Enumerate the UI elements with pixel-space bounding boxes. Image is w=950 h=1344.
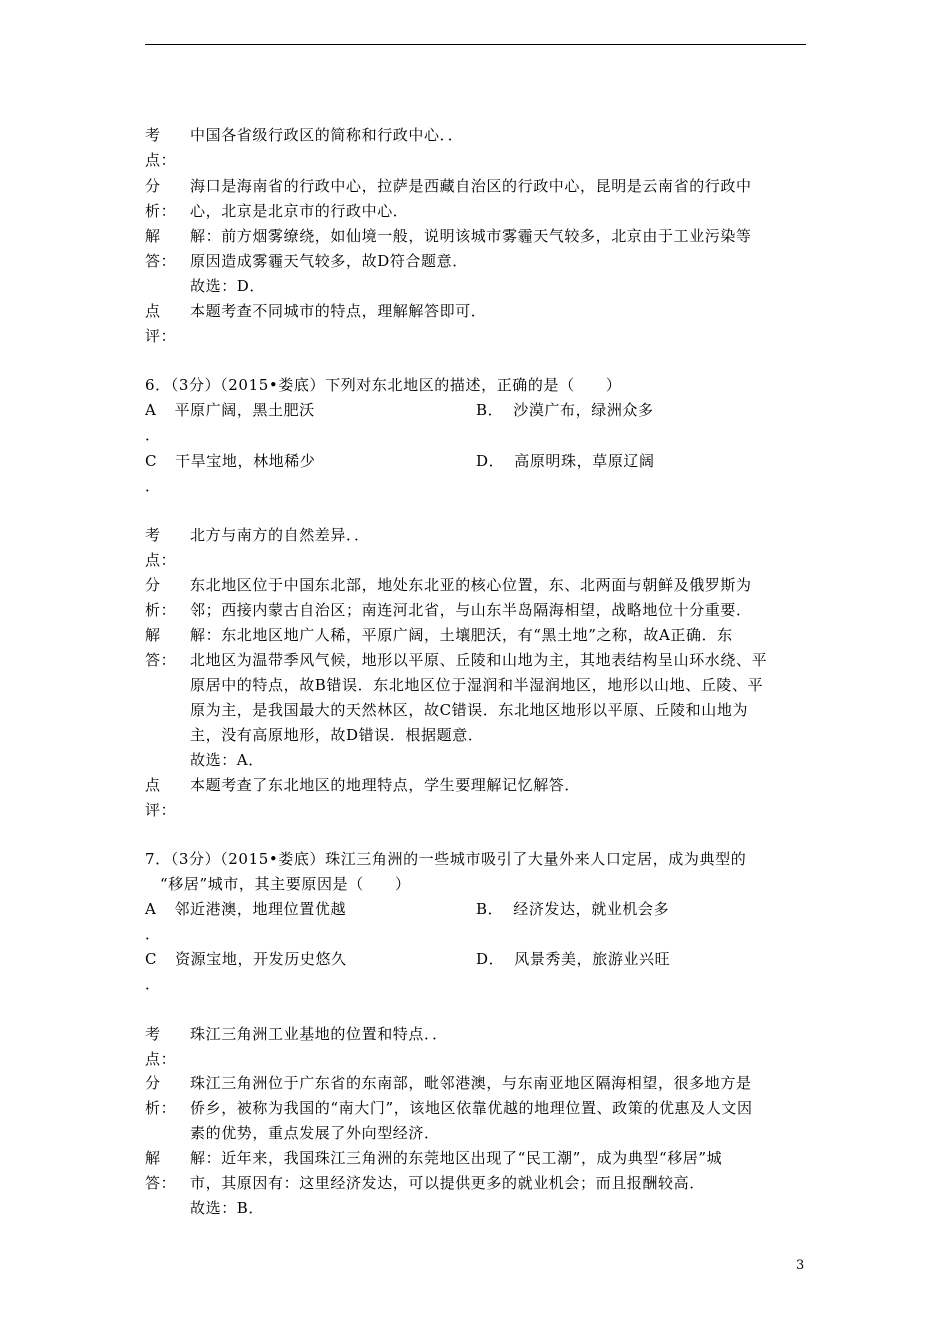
fenxi-text: 心，北京是北京市的行政中心． [190,202,409,220]
fenxi-label-2: 析： [145,202,177,220]
fenxi-text: 侨乡，被称为我国的“南大门”，该地区依靠优越的地理位置、政策的优惠及人文因 [190,1099,753,1117]
fenxi-label-2: 析： [145,1099,177,1117]
jieda-text: 原居中的特点，故B错误．东北地区位于湿润和半湿润地区，地形以山地、丘陵、平 [190,676,764,694]
jieda-text: 原因造成雾霾天气较多，故D符合题意． [190,252,468,270]
q7-option-a[interactable] [145,899,346,919]
option-letter: B． [476,401,504,419]
fenxi-label-1: 分 [145,1074,161,1092]
question-6-stem: 6．（3分）（2015•娄底）下列对东北地区的描述，正确的是（ ） [145,376,622,394]
q7-option-d[interactable] [476,949,670,969]
option-letter: C [145,950,158,968]
dianping-label-1: 点 [145,302,161,320]
q6-option-a[interactable] [145,400,315,420]
option-letter: A [145,401,157,419]
q6-option-c[interactable] [145,451,315,471]
dianping-text: 本题考查了东北地区的地理特点，学生要理解记忆解答． [190,776,581,794]
header-rule [145,44,806,45]
kaodian-text: 珠江三角洲工业基地的位置和特点．． [190,1025,448,1043]
jieda-text: 主，没有高原地形，故D错误．根据题意． [190,726,484,744]
option-text: 平原广阔，黑土肥沃 [174,401,315,419]
jieda-text: 解：近年来，我国珠江三角洲的东莞地区出现了“民工潮”，成为典型“移居”城 [190,1149,723,1167]
kaodian-text: 中国各省级行政区的简称和行政中心．． [190,126,464,144]
jieda-label-2: 答： [145,1174,177,1192]
option-letter: A [145,900,157,918]
dianping-label-2: 评： [145,327,177,345]
jieda-label-1: 解 [145,227,161,245]
kaodian-label-1: 考 [145,1025,161,1043]
option-text: 资源宝地，开发历史悠久 [175,950,347,968]
option-text: 干旱宝地，林地稀少 [175,452,316,470]
option-letter: D． [476,950,505,968]
dianping-text: 本题考查不同城市的特点，理解解答即可． [190,302,487,320]
q6-option-d[interactable] [476,451,655,471]
kaodian-label-1: 考 [145,126,161,144]
fenxi-text: 东北地区位于中国东北部，地处东北亚的核心位置，东、北两面与朝鲜及俄罗斯为 [190,576,752,594]
jieda-label-1: 解 [145,626,161,644]
option-dot: ． [145,925,161,943]
option-dot: ． [145,975,161,993]
jieda-text: 原为主，是我国最大的天然林区，故C错误．东北地区地形以平原、丘陵和山地为 [190,701,749,719]
option-dot: ． [145,426,161,444]
q7-option-b[interactable] [476,899,669,919]
jieda-answer: 故选：D． [190,277,266,295]
kaodian-text: 北方与南方的自然差异．． [190,526,370,544]
question-7-stem: “移居”城市，其主要原因是（ ） [160,875,411,893]
fenxi-label-1: 分 [145,177,161,195]
jieda-label-2: 答： [145,252,177,270]
jieda-text: 解：东北地区地广人稀，平原广阔，土壤肥沃，有“黑土地”之称，故A正确．东 [190,626,733,644]
q7-option-c[interactable] [145,949,347,969]
option-letter: C [145,452,158,470]
option-dot: ． [145,477,161,495]
question-7-stem: 7．（3分）（2015•娄底）珠江三角洲的一些城市吸引了大量外来人口定居，成为典型的 [145,850,747,868]
fenxi-label-2: 析： [145,601,177,619]
fenxi-text: 邻；西接内蒙古自治区；南连河北省，与山东半岛隔海相望，战略地位十分重要． [190,601,752,619]
jieda-answer: 故选：B． [190,1199,265,1217]
option-text: 风景秀美，旅游业兴旺 [514,950,671,968]
option-letter: B． [476,900,504,918]
jieda-text: 北地区为温带季风气候，地形以平原、丘陵和山地为主，其地表结构呈山环水绕、平 [190,651,768,669]
dianping-label-1: 点 [145,776,161,794]
page-number: 3 [796,1258,805,1273]
fenxi-text: 海口是海南省的行政中心，拉萨是西藏自治区的行政中心，昆明是云南省的行政中 [190,177,752,195]
jieda-text: 解：前方烟雾缭绕，如仙境一般，说明该城市雾霾天气较多，北京由于工业污染等 [190,227,752,245]
option-letter: D． [476,452,505,470]
jieda-text: 市，其原因有：这里经济发达，可以提供更多的就业机会；而且报酬较高． [190,1174,705,1192]
kaodian-label-1: 考 [145,526,161,544]
option-text: 经济发达，就业机会多 [513,900,670,918]
fenxi-text: 珠江三角洲位于广东省的东南部，毗邻港澳，与东南亚地区隔海相望，很多地方是 [190,1074,752,1092]
fenxi-label-1: 分 [145,576,161,594]
kaodian-label-2: 点： [145,1050,177,1068]
q6-option-b[interactable] [476,400,654,420]
jieda-label-2: 答： [145,651,177,669]
fenxi-text: 素的优势，重点发展了外向型经济． [190,1124,440,1142]
jieda-answer: 故选：A． [190,751,264,769]
kaodian-label-2: 点： [145,151,177,169]
option-text: 高原明珠，草原辽阔 [514,452,655,470]
jieda-label-1: 解 [145,1149,161,1167]
kaodian-label-2: 点： [145,551,177,569]
option-text: 沙漠广布，绿洲众多 [513,401,654,419]
option-text: 邻近港澳，地理位置优越 [174,900,347,918]
dianping-label-2: 评： [145,801,177,819]
